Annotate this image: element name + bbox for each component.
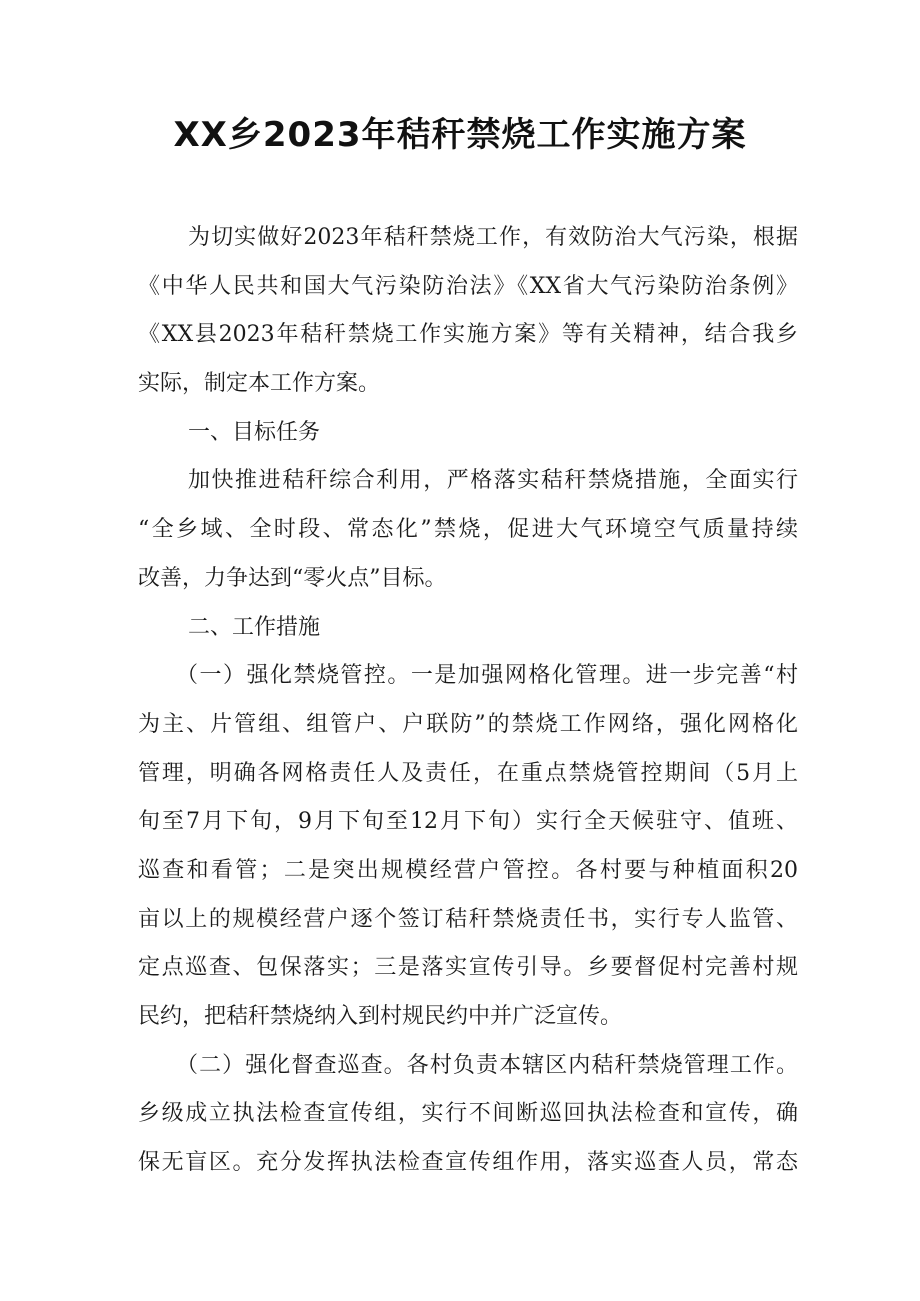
- document-body: [138, 214, 798, 1188]
- paragraph-line: 《XX县2023年秸秆禁烧工作实施方案》等有关精神，结合我乡: [138, 322, 798, 348]
- paragraph-line: 保无盲区。充分发挥执法检查宣传组作用，落实巡查人员，常态: [138, 1150, 798, 1176]
- paragraph-line: （二）强化督查巡查。各村负责本辖区内秸秆禁烧管理工作。: [176, 1052, 798, 1078]
- paragraph-line: 乡级成立执法检查宣传组，实行不间断巡回执法检查和宣传，确: [138, 1101, 798, 1127]
- paragraph-line: 定点巡查、包保落实；三是落实宣传引导。乡要督促村完善村规: [138, 955, 798, 981]
- paragraph-line: 旬至7月下旬，9月下旬至12月下旬）实行全天候驻守、值班、: [138, 809, 798, 835]
- paragraph-line: 管理，明确各网格责任人及责任，在重点禁烧管控期间（5月上: [138, 760, 798, 786]
- paragraph-line: 《中华人民共和国大气污染防治法》《XX省大气污染防治条例》: [138, 273, 798, 299]
- paragraph-line: 为主、片管组、组管户、户联防”的禁烧工作网络，强化网格化: [138, 711, 798, 737]
- paragraph-line: 为切实做好2023年秸秆禁烧工作，有效防治大气污染，根据: [188, 225, 798, 250]
- paragraph-line: 改善，力争达到“零火点”目标。: [138, 565, 447, 591]
- paragraph-line: （一）强化禁烧管控。一是加强网格化管理。进一步完善“村: [176, 663, 798, 689]
- paragraph-line: 巡查和看管；二是突出规模经营户管控。各村要与种植面积20: [138, 857, 798, 883]
- section-heading: 二、工作措施: [188, 614, 321, 640]
- paragraph-line: 亩以上的规模经营户逐个签订秸秆禁烧责任书，实行专人监管、: [138, 906, 798, 932]
- paragraph-line: 实际，制定本工作方案。: [138, 371, 381, 397]
- section-heading: 一、目标任务: [188, 419, 321, 445]
- paragraph-line: “全乡域、全时段、常态化”禁烧，促进大气环境空气质量持续: [138, 517, 798, 543]
- paragraph-line: 加快推进秸秆综合利用，严格落实秸秆禁烧措施，全面实行: [188, 468, 798, 494]
- document-title: XX乡2023年秸秆禁烧工作实施方案: [173, 115, 747, 155]
- paragraph-line: 民约，把秸秆禁烧纳入到村规民约中并广泛宣传。: [138, 1004, 623, 1029]
